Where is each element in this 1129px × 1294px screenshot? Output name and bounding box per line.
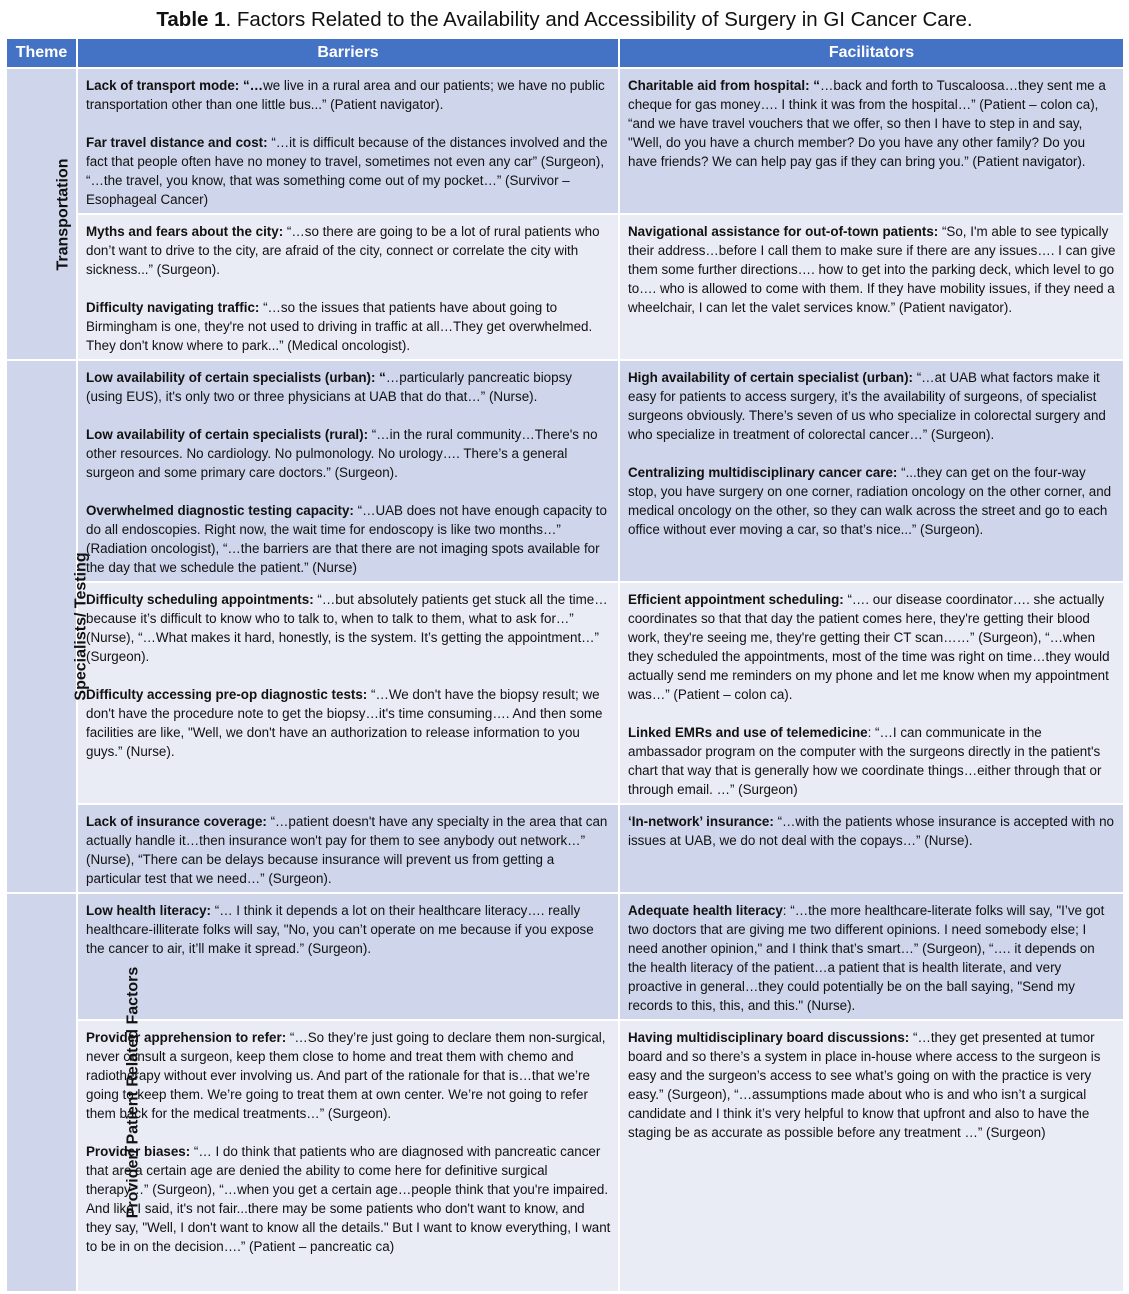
factor-heading: Centralizing multidisciplinary cancer care:	[628, 465, 902, 480]
factor-heading: Provider biases:	[86, 1144, 194, 1159]
facilitators-cell	[619, 68, 1124, 214]
factor-quote: “…they get presented at tumor board and so there’s a system in place in-house where access to the surgeon is easy and the surgeon’s access to see what’s going on with the practice is very easy.” (Surgeon), “…assumptions made about who is and who isn’t a surgical candidate and I think it’s very helpful to know that upfront and also to have the staging be as accurate as possible before any treatment …” (Surgeon)	[628, 1030, 1101, 1140]
factors-table	[5, 37, 1125, 1293]
table-body	[6, 68, 1124, 1292]
factor-entry	[86, 1142, 611, 1256]
factor-heading: Overwhelmed diagnostic testing capacity:	[86, 503, 358, 518]
factor-entry	[86, 222, 611, 279]
factor-quote: : “…I can communicate in the ambassador program on the computer with the surgeons directly in the patient's chart that way that is generally how we coordinate things…either through that or through email. …” (Surgeon)	[628, 725, 1102, 797]
factor-heading: Efficient appointment scheduling:	[628, 592, 848, 607]
factor-quote: “…with the patients whose insurance is accepted with no issues at UAB, we do not deal with the copays…” (Nurse).	[628, 814, 1114, 848]
barriers-cell	[77, 893, 619, 1020]
barriers-cell	[77, 582, 619, 804]
factor-entry	[628, 812, 1116, 850]
factor-entry	[86, 76, 611, 114]
facilitators-cell	[619, 1020, 1124, 1292]
theme-label: Transportation	[54, 157, 72, 271]
factor-quote: “...they can get on the four-way stop, you have surgery on one corner, radiation oncology on the other corner, and medical oncology on the other, so they can walk across the street and go to each office without ever moving a car, so that’s nice...” (Surgeon).	[628, 465, 1112, 537]
factor-heading: Myths and fears about the city:	[86, 224, 287, 239]
factor-heading: High availability of certain specialist (urban):	[628, 370, 917, 385]
header-barriers: Barriers	[77, 38, 619, 68]
factor-entry	[628, 463, 1116, 539]
factor-heading: Provider apprehension to refer:	[86, 1030, 290, 1045]
factor-quote: : “…the more healthcare-literate folks will say, "I’ve got two doctors that are giving me two different opinions. I need somebody else; I need another opinion," and I think that’s smart…” (Surgeon), “…. it depends on the health literacy of the patient…a patient that is health literate, and very proactive in general…they could potentially be on the ball saying, "Send my records to this, this, and this." (Nurse).	[628, 903, 1105, 1013]
factor-quote: “…so the issues that patients have about going to Birmingham is one, they're not used to driving in traffic at all…They get overwhelmed. They don't know where to park...” (Medical oncologist).	[86, 300, 593, 353]
facilitators-cell	[619, 893, 1124, 1020]
factor-quote: “… I think it depends a lot on their healthcare literacy…. really healthcare-illiterate folks will say, "No, you can’t operate on me because if you expose the cancer to air, it’ll make it spread.” (Surgeon).	[86, 903, 594, 956]
header-facilitators: Facilitators	[619, 38, 1124, 68]
caption-label: Table 1	[156, 8, 226, 31]
table-row	[6, 214, 1124, 360]
factor-entry	[628, 76, 1116, 171]
factor-entry	[86, 298, 611, 355]
factor-quote: “…We don't have the biopsy result; we don't have the procedure note to get the biopsy…it's time consuming…. And then some facilities are like, "Well, we don't have an authorization to release information to you guys.” (Nurse).	[86, 687, 603, 759]
factor-entry	[628, 901, 1116, 1015]
factor-quote: “So, I'm able to see typically their address…before I call them to make sure if there are any issues…. I can give them some further directions…. how to get into the parking deck, which level to go to…. who is allowed to come with them. If they have mobility issues, if they need a wheelchair, I can let the valet services know.” (Patient navigator).	[628, 224, 1116, 315]
factor-heading: Low availability of certain specialists (urban): “	[86, 370, 386, 385]
factor-entry	[628, 368, 1116, 444]
factor-quote: “…patient doesn't have any specialty in the area that can actually handle it…then insurance won't pay for them to see anybody out network…” (Nurse), “There can be delays because insurance will prevent us from getting a particular test that we need…” (Surgeon).	[86, 814, 608, 886]
barriers-cell	[77, 68, 619, 214]
factor-quote: “…So they’re just going to declare them non-surgical, never consult a surgeon, keep them close to home and treat them with chemo and radiotherapy without ever involving us. And part of the rationale for that is…that we’re going to keep them. We’re going to treat them at own center. We’re not going to refer them back for the medical treatments…” (Surgeon).	[86, 1030, 606, 1121]
factor-entry	[86, 590, 611, 666]
barriers-cell	[77, 804, 619, 893]
facilitators-cell	[619, 214, 1124, 360]
factor-entry	[86, 501, 611, 577]
theme-transportation	[6, 68, 77, 360]
factor-heading: Lack of transport mode: “…	[86, 78, 264, 93]
factor-heading: Linked EMRs and use of telemedicine	[628, 725, 868, 740]
factor-heading: Difficulty accessing pre-op diagnostic tests:	[86, 687, 371, 702]
factor-heading: Low availability of certain specialists (rural):	[86, 427, 372, 442]
factor-quote: we live in a rural area and our patients; we have no public transportation other than one little bus...” (Patient navigator).	[86, 78, 605, 112]
barriers-cell	[77, 214, 619, 360]
factor-quote: “…. our disease coordinator…. she actually coordinates so that that day the patient comes here, they're getting their blood work, they're seeing me, they're getting their CT scan……” (Surgeon), “…when they scheduled the appointments, most of the time was right on time…they would actually send me reminders on my phone and let me know when my appointment was…” (Patient – colon ca).	[628, 592, 1110, 702]
factor-entry	[86, 425, 611, 482]
barriers-cell	[77, 360, 619, 582]
factor-heading: Navigational assistance for out-of-town patients:	[628, 224, 942, 239]
factor-heading: Having multidisciplinary board discussions:	[628, 1030, 913, 1045]
factor-entry	[628, 1028, 1116, 1142]
table-row	[6, 893, 1124, 1020]
factor-entry	[628, 590, 1116, 704]
table-row	[6, 68, 1124, 214]
theme-label: Specialists/ Testing	[72, 552, 90, 701]
table-caption	[0, 6, 1129, 34]
factor-heading: Low health literacy:	[86, 903, 215, 918]
factor-quote: “…so there are going to be a lot of rural patients who don’t want to drive to the city, are afraid of the city, connect or correlate the city with sickness...” (Surgeon).	[86, 224, 600, 277]
factor-entry	[86, 901, 611, 958]
factor-quote: “… I do think that patients who are diagnosed with pancreatic cancer that are a certain age are denied the ability to come here for definitive surgical therapy…” (Surgeon), “…when you get a certain age…people think that you're impaired. And like I said, it's not fair...there may be some patients who don't want to know, and they say, "Well, I don't want to know all the details." But I want to know everything, I want to be in on the decision….” (Patient – pancreatic ca)	[86, 1144, 611, 1254]
factor-heading: Lack of insurance coverage:	[86, 814, 271, 829]
factor-heading: Far travel distance and cost:	[86, 135, 272, 150]
barriers-cell	[77, 1020, 619, 1292]
table-row	[6, 582, 1124, 804]
factor-heading: ‘In-network’ insurance:	[628, 814, 778, 829]
factor-quote: “…at UAB what factors make it easy for patients to access surgery, it’s the availability of surgeons, of specialist surgeons obviously. There’s seven of us who specialize in colorectal surgery and who specialize in treatment of colorectal cancer…” (Surgeon).	[628, 370, 1106, 442]
factor-heading: Charitable aid from hospital: “	[628, 78, 820, 93]
factor-quote: “…but absolutely patients get stuck all the time…because it’s difficult to know who to talk to, when to talk to them, what to ask for…” (Nurse), “…What makes it hard, honestly, is the system. It’s getting the appointment…” (Surgeon).	[86, 592, 608, 664]
factor-entry	[628, 723, 1116, 799]
facilitators-cell	[619, 804, 1124, 893]
factor-entry	[628, 222, 1116, 317]
theme-specialists-testing	[6, 360, 90, 893]
theme-label: Provider/ Patient Related Factors	[124, 966, 142, 1219]
factor-entry	[86, 685, 611, 761]
factor-heading: Difficulty navigating traffic:	[86, 300, 264, 315]
factor-heading: Difficulty scheduling appointments:	[86, 592, 318, 607]
factor-quote: …particularly pancreatic biopsy (using EUS), it's only two or three physicians at UAB that do that…” (Nurse).	[86, 370, 572, 404]
factor-heading: Adequate health literacy	[628, 903, 783, 918]
factor-entry	[86, 133, 611, 209]
factor-entry	[86, 1028, 611, 1123]
factor-quote: “…it is difficult because of the distances involved and the fact that people often have no money to travel, sometimes not even any car” (Surgeon), “…the travel, you know, that was something come out of my pocket…” (Survivor – Esophageal Cancer)	[86, 135, 608, 207]
factor-entry	[86, 368, 611, 406]
header-row	[6, 38, 1124, 68]
factor-quote: “…in the rural community…There's no other resources. No cardiology. No pulmonology. No urology…. There’s a general surgeon and some primary care doctors.” (Surgeon).	[86, 427, 598, 480]
caption-title: . Factors Related to the Availability and Accessibility of Surgery in GI Cancer Care.	[225, 8, 973, 31]
factor-entry	[86, 812, 611, 888]
header-theme: Theme	[6, 38, 77, 68]
factor-quote: …back and forth to Tuscaloosa…they sent me a cheque for gas money…. I think it was from the hospital…” (Patient – colon ca), “and we have travel vouchers that we offer, so then I have to step in and say, "Well, do you have a church member? Do you have any other family? Do you have friends? We can help pay gas if they can bring you.” (Patient navigator).	[628, 78, 1106, 169]
factor-quote: “…UAB does not have enough capacity to do all endoscopies. Right now, the wait time for endoscopy is like two months…” (Radiation oncologist), “…the barriers are that there are not imaging spots available for the day that we schedule the patient.” (Nurse)	[86, 503, 607, 575]
facilitators-cell	[619, 582, 1124, 804]
table-row	[6, 1020, 1124, 1292]
table-row	[6, 360, 1124, 582]
table-row	[6, 804, 1124, 893]
facilitators-cell	[619, 360, 1124, 582]
